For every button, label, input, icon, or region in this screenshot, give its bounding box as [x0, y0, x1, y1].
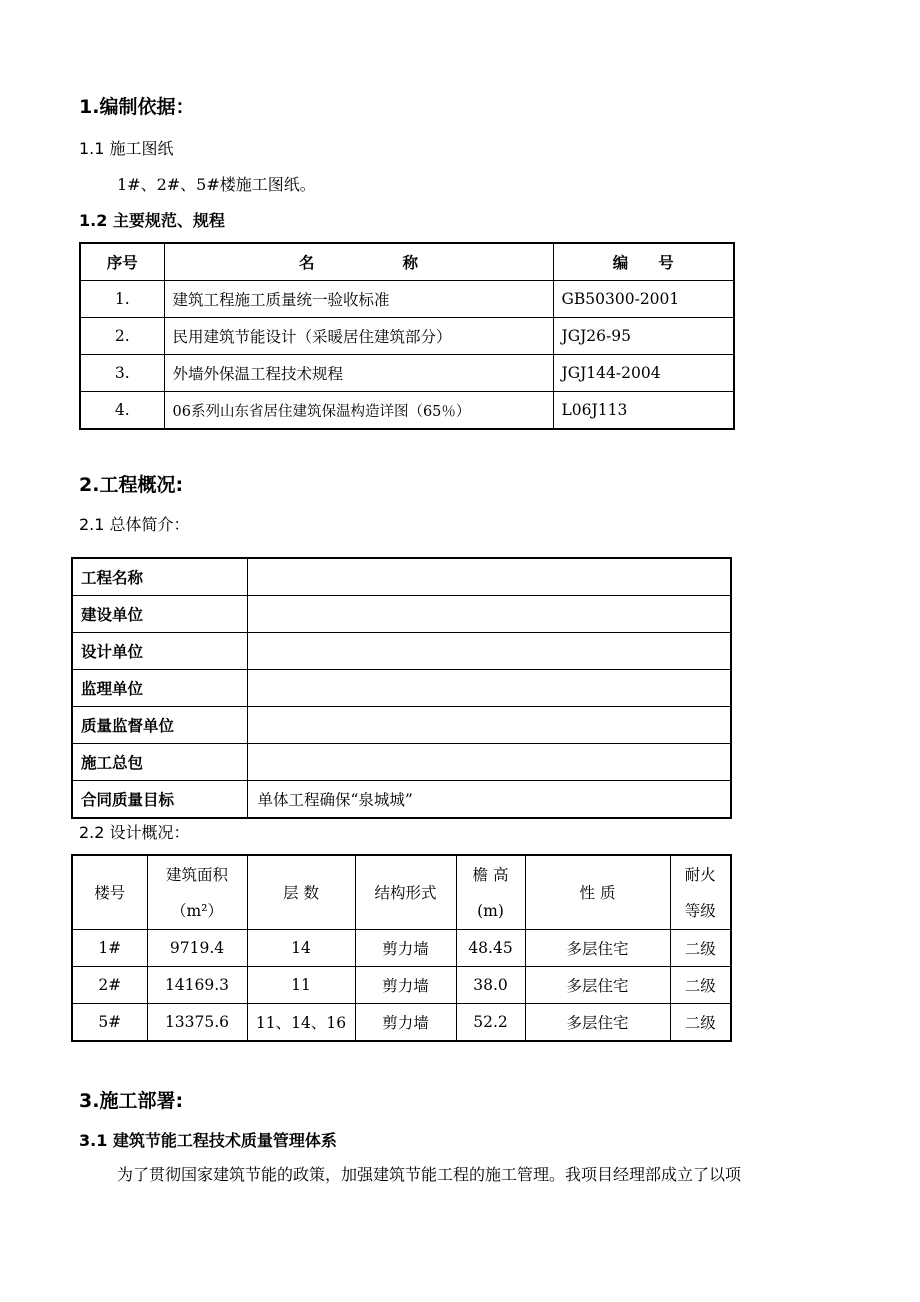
header-floors: 层 数 — [247, 855, 355, 930]
header-code-a: 编 — [612, 254, 629, 272]
cell-structure: 剪力墙 — [355, 1004, 456, 1042]
design-table — [71, 854, 732, 1042]
cell-area: 9719.4 — [147, 930, 247, 967]
header-code-b: 号 — [658, 254, 674, 272]
table-row — [72, 596, 731, 633]
overview-label: 监理单位 — [72, 670, 247, 707]
table-row — [80, 281, 734, 318]
overview-label: 工程名称 — [72, 558, 247, 596]
overview-label: 质量监督单位 — [72, 707, 247, 744]
section-3-heading: 3.施工部署: — [79, 1090, 184, 1112]
overview-value — [247, 670, 731, 707]
table-row — [80, 318, 734, 355]
table-row — [72, 930, 731, 967]
overview-value — [247, 596, 731, 633]
header-seq: 序号 — [80, 243, 164, 281]
cell-nature: 多层住宅 — [525, 967, 670, 1004]
row-code: JGJ26-95 — [553, 318, 734, 355]
header-eave — [456, 855, 525, 930]
overview-table — [71, 557, 732, 819]
cell-floors: 11 — [247, 967, 355, 1004]
cell-floors: 14 — [247, 930, 355, 967]
section-2-2-heading: 2.2 设计概况： — [79, 823, 190, 842]
cell-eave: 48.45 — [456, 930, 525, 967]
header-code — [553, 243, 734, 281]
table-header-row — [80, 243, 734, 281]
table-row — [72, 633, 731, 670]
row-code: L06J113 — [553, 392, 734, 430]
header-area-a: 建筑面积 — [165, 865, 228, 884]
row-name: 民用建筑节能设计（采暖居住建筑部分） — [164, 318, 553, 355]
overview-value — [247, 633, 731, 670]
table-row — [72, 967, 731, 1004]
header-name-a: 名 — [298, 254, 315, 272]
header-area — [147, 855, 247, 930]
overview-value — [247, 558, 731, 596]
section-1-2-heading: 1.2 主要规范、规程 — [79, 211, 225, 230]
section-1-1-heading: 1.1 施工图纸 — [79, 139, 174, 158]
header-structure: 结构形式 — [355, 855, 456, 930]
table-row — [72, 1004, 731, 1042]
section-1-1-text: 1#、2#、5#楼施工图纸。 — [117, 175, 316, 194]
overview-value — [247, 707, 731, 744]
cell-nature: 多层住宅 — [525, 930, 670, 967]
header-eave-a: 檐 高 — [472, 865, 509, 884]
cell-nature: 多层住宅 — [525, 1004, 670, 1042]
table-row — [72, 670, 731, 707]
section-3-1-heading: 3.1 建筑节能工程技术质量管理体系 — [79, 1131, 337, 1150]
row-name: 外墙外保温工程技术规程 — [164, 355, 553, 392]
table-row — [72, 558, 731, 596]
cell-floors: 11、14、16 — [247, 1004, 355, 1042]
table-row — [80, 355, 734, 392]
section-3-1-text: 为了贯彻国家建筑节能的政策，加强建筑节能工程的施工管理。我项目经理部成立了以项 — [117, 1165, 742, 1184]
overview-label: 设计单位 — [72, 633, 247, 670]
cell-fire: 二级 — [670, 967, 731, 1004]
row-seq: 3. — [80, 355, 164, 392]
row-seq: 2. — [80, 318, 164, 355]
overview-label: 施工总包 — [72, 744, 247, 781]
overview-label: 建设单位 — [72, 596, 247, 633]
header-building: 楼号 — [72, 855, 147, 930]
overview-value: 单体工程确保“泉城城” — [247, 781, 731, 819]
header-name — [164, 243, 553, 281]
header-eave-b: (m) — [477, 901, 504, 920]
cell-eave: 52.2 — [456, 1004, 525, 1042]
header-name-b: 称 — [402, 254, 419, 272]
cell-area: 13375.6 — [147, 1004, 247, 1042]
cell-structure: 剪力墙 — [355, 967, 456, 1004]
cell-area: 14169.3 — [147, 967, 247, 1004]
table-header-row — [72, 855, 731, 930]
row-code: JGJ144-2004 — [553, 355, 734, 392]
header-nature: 性 质 — [525, 855, 670, 930]
cell-building: 1# — [72, 930, 147, 967]
row-name: 建筑工程施工质量统一验收标准 — [164, 281, 553, 318]
section-2-heading: 2.工程概况: — [79, 474, 184, 496]
table-row — [72, 707, 731, 744]
cell-eave: 38.0 — [456, 967, 525, 1004]
standards-table — [79, 242, 735, 430]
row-seq: 1. — [80, 281, 164, 318]
section-2-1-heading: 2.1 总体简介： — [79, 515, 190, 534]
cell-structure: 剪力墙 — [355, 930, 456, 967]
row-seq: 4. — [80, 392, 164, 430]
row-name: 06系列山东省居住建筑保温构造详图（65％） — [164, 392, 553, 430]
table-row — [72, 744, 731, 781]
header-area-b: （m²） — [171, 901, 223, 920]
cell-building: 5# — [72, 1004, 147, 1042]
header-fire-a: 耐火 — [684, 865, 716, 884]
table-row — [72, 781, 731, 819]
row-code: GB50300-2001 — [553, 281, 734, 318]
header-fire — [670, 855, 731, 930]
section-1-heading: 1.编制依据： — [79, 96, 195, 118]
cell-building: 2# — [72, 967, 147, 1004]
cell-fire: 二级 — [670, 930, 731, 967]
cell-fire: 二级 — [670, 1004, 731, 1042]
overview-value — [247, 744, 731, 781]
table-row — [80, 392, 734, 430]
overview-label: 合同质量目标 — [72, 781, 247, 819]
header-fire-b: 等级 — [684, 901, 716, 920]
